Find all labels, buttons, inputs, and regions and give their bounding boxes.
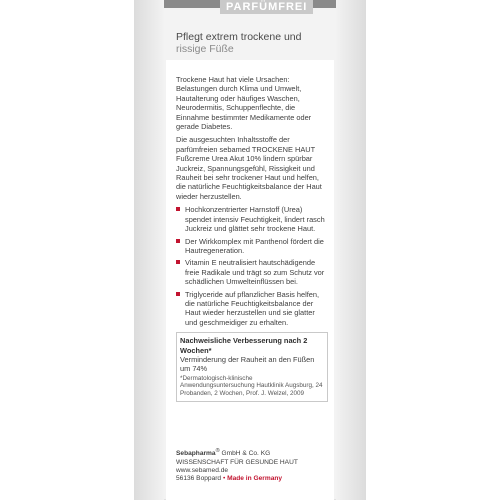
claim-title: Nachweisliche Verbesserung nach 2 Wochen* [180,336,308,355]
care-line-1: Pflegt extrem trockene und [176,31,302,43]
benefit-item [176,205,328,233]
company-info [176,447,328,484]
claim-text: Verminderung der Rauheit an den Füßen um 74% [180,354,315,374]
company-name-line [176,447,328,459]
benefit-text: Triglyceride auf pflanzlicher Basis helfen, die natürliche Feuchtigkeitsbalance der Haut wieder herzustellen und sie glatter und geschmeidiger zu erhalten. [185,289,320,327]
trademark-mark: ® [215,448,220,454]
benefit-list [176,205,328,327]
benefit-item [176,290,328,328]
benefit-item [176,237,328,256]
benefit-item [176,258,328,286]
company-website: www.sebamed.de [176,467,229,474]
company-address: 56136 Boppard [176,475,222,483]
bullet-square-icon [176,260,180,264]
separator-dot: • [221,475,228,483]
benefit-text: Vitamin E neutralisiert hautschädigende freie Radikale und trägt so zum Schutz vor schädlichen Umwelteinflüssen bei. [185,258,325,287]
company-name: Sebapharma [176,450,216,458]
care-line-2 [176,43,336,48]
care-claim [176,31,336,48]
box-side-right [336,0,366,500]
bullet-square-icon [176,207,180,211]
box-side-left [134,0,164,500]
description-paragraph: Die ausgesuchten Inhaltsstoffe der parfümfreien sebamed TROCKENE HAUT Fußcreme Urea Akut 10% lindern spürbar Juckreiz, Spannungsgefühl, Rissigkeit und Rauheit bei sehr trockener Haut und helfen, die natürliche Feuchtigkeitsbalance der Haut wieder herzustellen. [176,135,322,201]
company-tagline: WISSENSCHAFT FÜR GESUNDE HAUT [176,458,298,466]
company-suffix: GmbH & Co. KG [219,450,271,458]
company-address-line [176,475,328,483]
benefit-text: Der Wirkkomplex mit Panthenol fördert die Hautregeneration. [185,236,324,255]
clinical-claim-box [176,332,328,401]
bullet-square-icon [176,239,180,243]
claim-footnote: *Dermatologisch-klinische Anwendungsuntersuchung Hautklinik Augsburg, 24 Probanden, 2 Wochen, Prof. J. Welzel, 2009 [180,374,323,397]
parfumfrei-banner: PARFÜMFREI [220,0,313,14]
bullet-square-icon [176,292,180,296]
benefit-text: Hochkonzentrierter Harnstoff (Urea) spendet intensiv Feuchtigkeit, lindert rasch Juckreiz und glättet sehr trockene Haut. [185,205,325,234]
info-content [176,75,328,402]
made-in-germany: Made in Germany [227,475,283,483]
intro-paragraph: Trockene Haut hat viele Ursachen: Belastungen durch Klima und Umwelt, Hautalterung oder häufiges Waschen, Neurodermitis, Schuppenflechte, die Einnahme bestimmter Medikamente oder gerade Diabetes. [176,75,312,132]
